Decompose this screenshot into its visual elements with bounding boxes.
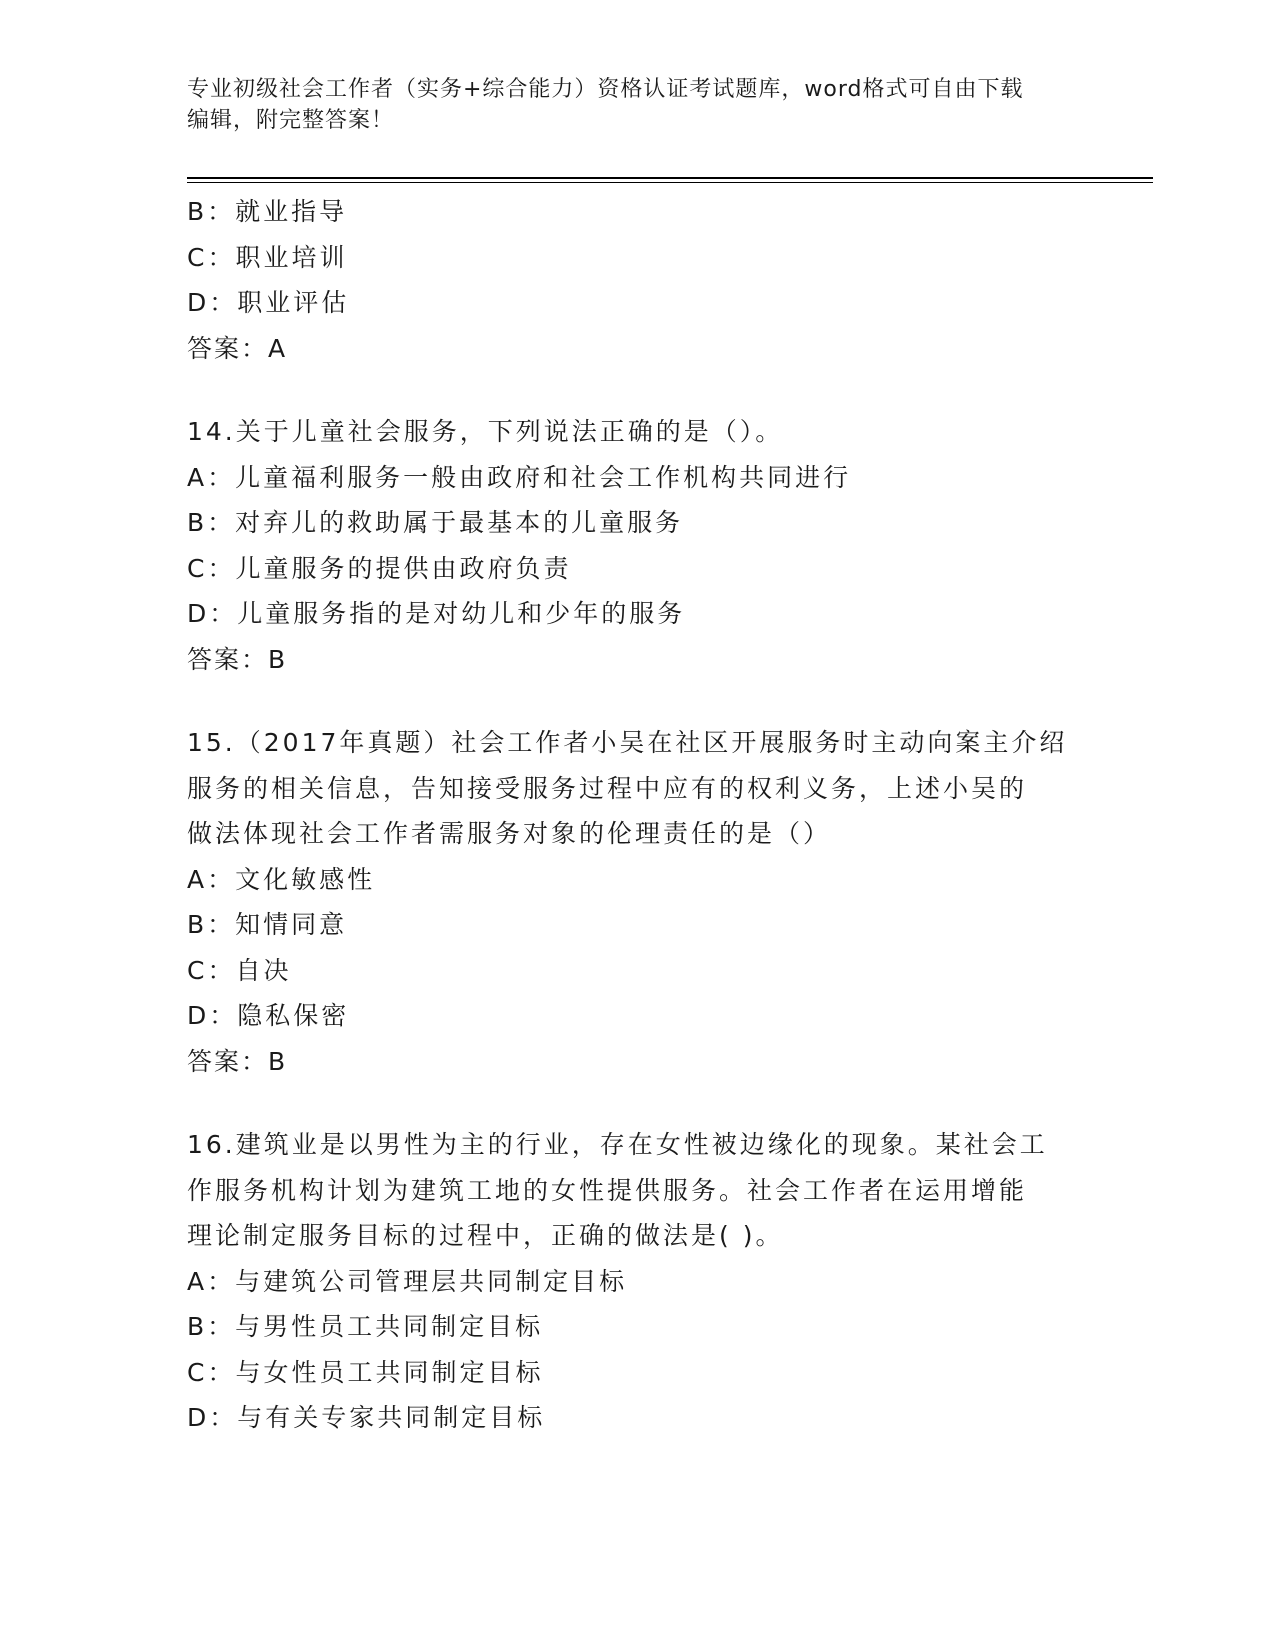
header-line-2: 编辑，附完整答案！ — [187, 108, 395, 133]
q15-question-line-2: 服务的相关信息，告知接受服务过程中应有的权利义务，上述小吴的 — [187, 773, 1028, 803]
q15-option-b: B：知情同意 — [187, 910, 348, 939]
q14-option-c: C：儿童服务的提供由政府负责 — [187, 553, 572, 583]
q16-option-c: C：与女性员工共同制定目标 — [187, 1357, 544, 1387]
q14-option-d: D：儿童服务指的是对幼儿和少年的服务 — [187, 599, 686, 628]
q14-question: 14.关于儿童社会服务，下列说法正确的是（）。 — [187, 417, 784, 446]
spacer — [187, 1084, 1087, 1122]
q13-option-b: B：就业指导 — [187, 197, 348, 226]
q13-answer: 答案：A — [187, 333, 288, 363]
q16-question-line-3: 理论制定服务目标的过程中，正确的做法是( )。 — [187, 1221, 784, 1250]
q15-question-line-3: 做法体现社会工作者需服务对象的伦理责任的是（） — [187, 819, 832, 848]
q16-option-a: A：与建筑公司管理层共同制定目标 — [187, 1266, 628, 1296]
q16-option-b: B：与男性员工共同制定目标 — [187, 1312, 544, 1341]
q15-option-c: C：自决 — [187, 955, 292, 985]
question-16-block — [187, 1122, 1087, 1441]
q14-option-b: B：对弃儿的救助属于最基本的儿童服务 — [187, 508, 684, 537]
q14-option-a: A：儿童福利服务一般由政府和社会工作机构共同进行 — [187, 462, 852, 492]
q15-option-a: A：文化敏感性 — [187, 864, 376, 894]
q13-option-d: D：职业评估 — [187, 288, 350, 317]
q15-question-line-1: 15.（2017年真题）社会工作者小吴在社区开展服务时主动向案主介绍 — [187, 728, 1068, 757]
q13-option-c: C：职业培训 — [187, 242, 348, 272]
q15-option-d: D：隐私保密 — [187, 1001, 350, 1030]
question-14-block — [187, 409, 1087, 682]
spacer — [187, 682, 1087, 720]
q15-answer: 答案：B — [187, 1046, 288, 1076]
header-line-1: 专业初级社会工作者（实务+综合能力）资格认证考试题库，word格式可自由下载 — [187, 77, 1024, 102]
q16-option-d: D：与有关专家共同制定目标 — [187, 1403, 546, 1432]
question-content — [187, 189, 1087, 1441]
header-divider-thick — [187, 177, 1153, 179]
q16-question-line-2: 作服务机构计划为建筑工地的女性提供服务。社会工作者在运用增能 — [187, 1175, 1028, 1205]
header-divider-thin — [187, 182, 1153, 183]
document-header — [187, 74, 1087, 136]
question-13-block — [187, 189, 1087, 371]
question-15-block — [187, 720, 1087, 1084]
q16-question-line-1: 16.建筑业是以男性为主的行业，存在女性被边缘化的现象。某社会工 — [187, 1130, 1048, 1159]
q14-answer: 答案：B — [187, 644, 288, 674]
spacer — [187, 371, 1087, 409]
